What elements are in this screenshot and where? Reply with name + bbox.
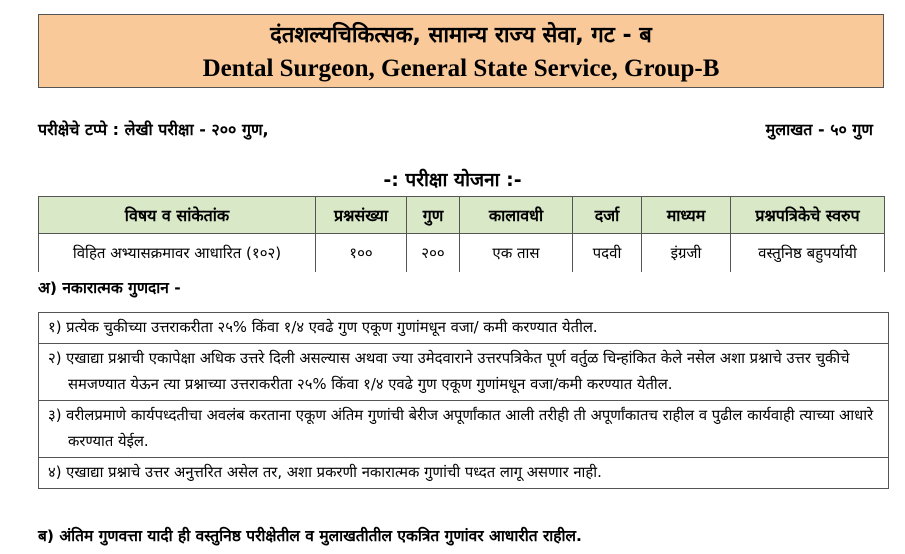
cell-subject: विहित अभ्यासक्रमावर आधारित (१०२) — [39, 234, 316, 273]
cell-duration: एक तास — [460, 234, 573, 273]
negative-marking-heading: अ) नकारात्मक गुणदान - — [38, 279, 181, 297]
table-header-row — [39, 197, 885, 234]
cell-questions: १०० — [316, 234, 407, 273]
rule-item: ३) वरीलप्रमाणे कार्यपध्दतीचा अवलंब करताना एकूण अंतिम गुणांची बेरीज अपूर्णांकात आली तरीही ती अपूर्णांकातच राहील व पुढील कार्यवाही त्याच्या आधारे करण्यात येईल. — [39, 401, 888, 458]
col-paper-type: प्रश्नपत्रिकेचे स्वरुप — [731, 197, 885, 234]
title-box — [38, 14, 884, 88]
scheme-title: -: परीक्षा योजना :- — [383, 169, 522, 191]
negative-marking-rules — [38, 312, 889, 489]
table-row — [39, 234, 885, 273]
final-merit-note: ब) अंतिम गुणवत्ता यादी ही वस्तुनिष्ठ परीक्षेतील व मुलाखतीतील एकत्रित गुणांवर आधारीत राहील. — [38, 527, 582, 545]
title-marathi: दंतशल्यचिकित्सक, सामान्य राज्य सेवा, गट - ब — [270, 23, 652, 48]
col-marks: गुण — [407, 197, 460, 234]
col-subject: विषय व सांकेतांक — [39, 197, 316, 234]
title-english: Dental Surgeon, General State Service, Group-B — [202, 55, 720, 82]
exam-scheme-table — [38, 196, 885, 272]
col-standard: दर्जा — [573, 197, 642, 234]
cell-standard: पदवी — [573, 234, 642, 273]
rule-item: २) एखाद्या प्रश्नाची एकापेक्षा अधिक उत्तरे दिली असल्यास अथवा ज्या उमेदवाराने उत्तरपत्रिकेत पूर्ण वर्तुळ चिन्हांकित केले नसेल अशा प्रश्नाचे उत्तर चुकीचे समजण्यात येऊन त्या प्रश्नाच्या उत्तराकरीता २५% किंवा १/४ एवढे गुण एकूण गुणांमधून वजा/कमी करण्यात येतील. — [39, 344, 888, 401]
stages-interview: मुलाखत - ५० गुण — [765, 120, 873, 139]
rule-item: १) प्रत्येक चुकीच्या उत्तराकरीता २५% किंवा १/४ एवढे गुण एकूण गुणांमधून वजा/ कमी करण्यात येतील. — [39, 313, 888, 344]
stages-written: परीक्षेचे टप्पे : लेखी परीक्षा - २०० गुण, — [38, 120, 269, 139]
cell-medium: इंग्रजी — [642, 234, 731, 273]
col-medium: माध्यम — [642, 197, 731, 234]
col-duration: कालावधी — [460, 197, 573, 234]
col-questions: प्रश्नसंख्या — [316, 197, 407, 234]
cell-marks: २०० — [407, 234, 460, 273]
cell-paper-type: वस्तुनिष्ठ बहुपर्यायी — [731, 234, 885, 273]
rule-item: ४) एखाद्या प्रश्नाचे उत्तर अनुत्तरित असेल तर, अशा प्रकरणी नकारात्मक गुणांची पध्दत लागू असणार नाही. — [48, 464, 602, 481]
exam-stages — [38, 118, 873, 140]
